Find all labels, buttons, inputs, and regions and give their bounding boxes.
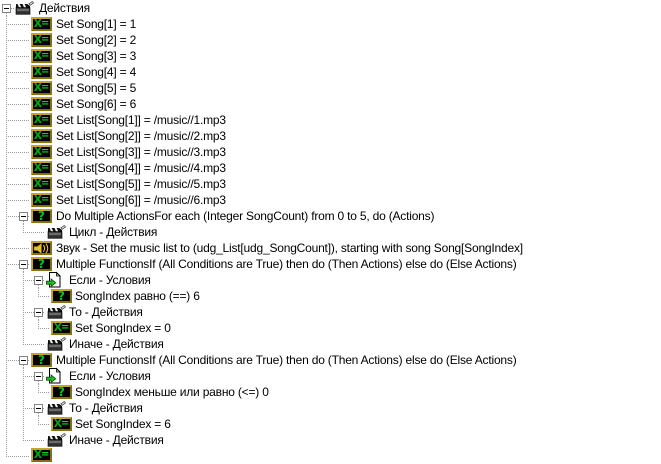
minus-glyph — [21, 264, 26, 265]
tree-connector-line — [23, 312, 24, 320]
set-variable-icon[interactable]: X = — [51, 417, 72, 431]
tree-connector-line — [6, 264, 7, 272]
set-variable-icon[interactable]: X = — [31, 33, 52, 47]
tree-connector-line — [23, 288, 24, 304]
sound-icon[interactable] — [31, 241, 52, 255]
tree-connector-line — [6, 48, 7, 56]
tree-row — [0, 16, 661, 32]
tree-connector-line — [38, 328, 50, 329]
condition-icon[interactable]: ? — [51, 289, 72, 303]
tree-expand-toggle[interactable] — [19, 212, 28, 221]
tree-item-label[interactable]: Иначе - Действия — [69, 337, 164, 351]
tree-row — [0, 64, 661, 80]
tree-connector-line — [6, 24, 7, 32]
tree-connector-line — [38, 424, 50, 425]
tree-row — [0, 256, 661, 272]
tree-connector-line — [23, 416, 24, 432]
tree-connector-line — [6, 200, 30, 201]
minus-glyph — [21, 216, 26, 217]
tree-connector-line — [6, 368, 7, 384]
set-variable-icon[interactable]: X = — [31, 193, 52, 207]
tree-item-label[interactable]: Set Song[3] = 3 — [56, 49, 137, 63]
minus-glyph — [36, 376, 41, 377]
tree-connector-line — [6, 456, 30, 457]
tree-connector-line — [38, 416, 39, 424]
tree-connector-line — [6, 16, 7, 24]
tree-item-label[interactable]: Set List[Song[6]] = /music//6.mp3 — [56, 193, 226, 207]
tree-item-label[interactable]: Set List[Song[1]] = /music//1.mp3 — [56, 113, 226, 127]
tree-connector-line — [6, 32, 7, 40]
set-variable-icon[interactable]: X = — [31, 161, 52, 175]
tree-row — [0, 112, 661, 128]
tree-item-label[interactable]: Set Song[2] = 2 — [56, 33, 137, 47]
tree-connector-line — [6, 432, 7, 448]
tree-item-label[interactable]: Set List[Song[5]] = /music//5.mp3 — [56, 177, 226, 191]
set-variable-icon[interactable]: X = — [31, 49, 52, 63]
tree-row — [0, 288, 661, 304]
tree-connector-line — [6, 384, 7, 400]
tree-connector-line — [6, 64, 7, 72]
actions-clapperboard-icon[interactable] — [46, 305, 67, 319]
tree-connector-line — [6, 96, 7, 104]
tree-connector-line — [23, 336, 24, 344]
tree-connector-line — [6, 304, 7, 320]
tree-row — [0, 336, 661, 352]
tree-item-label[interactable]: Иначе - Действия — [69, 433, 164, 447]
tree-connector-line — [38, 288, 39, 296]
tree-item-label[interactable]: Set Song[4] = 4 — [56, 65, 137, 79]
tree-row — [0, 208, 661, 224]
tree-row — [0, 160, 661, 176]
multiple-actions-icon[interactable]: ? — [31, 209, 52, 223]
tree-row — [0, 320, 661, 336]
tree-connector-line — [23, 384, 24, 400]
tree-connector-line — [6, 40, 30, 41]
tree-connector-line — [38, 392, 50, 393]
tree-connector-line — [23, 400, 24, 408]
tree-expand-toggle[interactable] — [34, 404, 43, 413]
tree-item-label[interactable]: Set Song[6] = 6 — [56, 97, 137, 111]
actions-clapperboard-icon[interactable] — [46, 433, 67, 447]
tree-item-label[interactable]: То - Действия — [69, 401, 143, 415]
tree-connector-line — [6, 72, 7, 80]
tree-connector-line — [6, 112, 7, 120]
tree-expand-toggle[interactable] — [19, 260, 28, 269]
tree-connector-line — [6, 448, 7, 456]
tree-item-label[interactable]: Set SongIndex = 0 — [75, 321, 171, 335]
tree-connector-line — [6, 104, 30, 105]
tree-item-label[interactable]: Set List[Song[2]] = /music//2.mp3 — [56, 129, 226, 143]
tree-item-label[interactable]: Set Song[5] = 5 — [56, 81, 137, 95]
tree-connector-line — [6, 136, 30, 137]
tree-item-label[interactable]: Цикл - Действия — [69, 225, 158, 239]
tree-connector-line — [6, 88, 30, 89]
actions-clapperboard-icon[interactable] — [46, 401, 67, 415]
tree-connector-line — [6, 184, 7, 192]
tree-connector-line — [6, 248, 30, 249]
tree-connector-line — [6, 168, 7, 176]
tree-connector-line — [6, 80, 7, 88]
tree-connector-line — [6, 416, 7, 432]
tree-row — [0, 400, 661, 416]
tree-connector-line — [6, 152, 30, 153]
minus-glyph — [36, 312, 41, 313]
tree-connector-line — [23, 408, 24, 416]
tree-item-label[interactable]: Set List[Song[4]] = /music//4.mp3 — [56, 161, 226, 175]
tree-connector-line — [23, 320, 24, 336]
tree-row — [0, 240, 661, 256]
tree-row — [0, 432, 661, 448]
minus-glyph — [36, 408, 41, 409]
minus-glyph — [21, 360, 26, 361]
tree-row — [0, 352, 661, 368]
tree-row — [0, 368, 661, 384]
if-conditions-icon[interactable] — [46, 368, 61, 384]
tree-connector-line — [6, 88, 7, 96]
tree-connector-line — [6, 104, 7, 112]
tree-row — [0, 144, 661, 160]
tree-item-label[interactable]: Set Song[1] = 1 — [56, 17, 137, 31]
tree-connector-line — [23, 304, 24, 312]
tree-connector-line — [6, 360, 7, 368]
minus-glyph — [36, 280, 41, 281]
tree-item-label[interactable]: Set SongIndex = 6 — [75, 417, 171, 431]
set-variable-icon[interactable]: X = — [51, 321, 72, 335]
tree-connector-line — [6, 400, 7, 416]
tree-connector-line — [23, 344, 45, 345]
tree-item-label[interactable]: Если - Условия — [69, 369, 151, 383]
tree-connector-line — [6, 240, 7, 248]
tree-connector-line — [6, 224, 7, 240]
set-variable-icon[interactable]: X = — [31, 113, 52, 127]
tree-connector-line — [23, 368, 24, 376]
tree-connector-line — [38, 296, 50, 297]
tree-connector-line — [6, 216, 7, 224]
tree-row — [0, 128, 661, 144]
tree-connector-line — [6, 56, 7, 64]
tree-item-label[interactable]: Действия — [39, 1, 90, 15]
actions-clapperboard-icon[interactable] — [14, 1, 35, 15]
tree-connector-line — [6, 248, 7, 256]
tree-item-label[interactable]: Если - Условия — [69, 273, 151, 287]
minus-glyph — [4, 8, 9, 9]
tree-connector-line — [6, 272, 7, 288]
tree-connector-line — [23, 376, 24, 384]
set-variable-icon[interactable]: X = — [31, 97, 52, 111]
tree-row — [0, 416, 661, 432]
tree-connector-line — [23, 232, 45, 233]
tree-connector-line — [6, 200, 7, 208]
set-variable-icon[interactable]: X = — [31, 81, 52, 95]
tree-item-label[interactable]: То - Действия — [69, 305, 143, 319]
if-conditions-icon[interactable] — [46, 272, 61, 288]
tree-row — [0, 0, 661, 16]
tree-expand-toggle[interactable] — [34, 276, 43, 285]
tree-connector-line — [23, 440, 45, 441]
tree-connector-line — [6, 72, 30, 73]
tree-connector-line — [6, 152, 7, 160]
tree-item-label[interactable]: Set List[Song[3]] = /music//3.mp3 — [56, 145, 226, 159]
tree-row — [0, 32, 661, 48]
tree-connector-line — [6, 168, 30, 169]
multiple-functions-icon[interactable]: ? — [31, 257, 52, 271]
tree-row — [0, 80, 661, 96]
tree-row — [0, 384, 661, 400]
condition-icon[interactable]: ? — [51, 385, 72, 399]
actions-clapperboard-icon[interactable] — [46, 337, 67, 351]
tree-connector-line — [6, 184, 30, 185]
tree-item-label[interactable]: SongIndex меньше или равно (<=) 0 — [75, 385, 269, 399]
tree-item-label[interactable]: SongIndex равно (==) 6 — [75, 289, 200, 303]
tree-connector-line — [6, 136, 7, 144]
tree-connector-line — [6, 288, 7, 304]
tree-row — [0, 192, 661, 208]
tree-item-label[interactable]: Multiple FunctionsIf (All Conditions are True) then do (Then Actions) else do (Else Actions) — [56, 257, 517, 271]
tree-connector-line — [23, 272, 24, 280]
tree-connector-line — [6, 120, 30, 121]
set-variable-icon[interactable]: X = — [31, 448, 52, 462]
tree-connector-line — [23, 224, 24, 232]
actions-clapperboard-icon[interactable] — [46, 225, 67, 239]
tree-connector-line — [6, 176, 7, 184]
tree-connector-line — [6, 352, 7, 360]
tree-connector-line — [23, 432, 24, 440]
tree-expand-toggle[interactable] — [34, 372, 43, 381]
tree-connector-line — [6, 320, 7, 336]
tree-row — [0, 272, 661, 288]
tree-expand-toggle[interactable] — [2, 4, 11, 13]
tree-connector-line — [6, 336, 7, 352]
tree-connector-line — [6, 128, 7, 136]
tree-row — [0, 448, 661, 464]
tree-connector-line — [6, 120, 7, 128]
tree-connector-line — [23, 280, 24, 288]
tree-connector-line — [6, 24, 30, 25]
tree-expand-toggle[interactable] — [19, 356, 28, 365]
tree-connector-line — [6, 192, 7, 200]
multiple-functions-icon[interactable]: ? — [31, 353, 52, 367]
tree-row — [0, 48, 661, 64]
set-variable-icon[interactable]: X = — [31, 177, 52, 191]
tree-connector-line — [6, 256, 7, 264]
tree-expand-toggle[interactable] — [34, 308, 43, 317]
tree-connector-line — [38, 320, 39, 328]
tree-connector-line — [6, 160, 7, 168]
set-variable-icon[interactable]: X = — [31, 129, 52, 143]
tree-row — [0, 304, 661, 320]
tree-connector-line — [6, 40, 7, 48]
set-variable-icon[interactable]: X = — [31, 17, 52, 31]
tree-connector-line — [38, 384, 39, 392]
tree-row — [0, 96, 661, 112]
tree-item-label[interactable]: Звук - Set the music list to (udg_List[udg_SongCount]), starting with song Song[SongIndex] — [56, 241, 523, 255]
tree-row — [0, 176, 661, 192]
tree-connector-line — [6, 208, 7, 216]
tree-item-label[interactable]: Multiple FunctionsIf (All Conditions are True) then do (Then Actions) else do (Else Actions) — [56, 353, 517, 367]
set-variable-icon[interactable]: X = — [31, 65, 52, 79]
tree-row — [0, 224, 661, 240]
tree-item-label[interactable]: Do Multiple ActionsFor each (Integer SongCount) from 0 to 5, do (Actions) — [56, 209, 435, 223]
tree-connector-line — [6, 144, 7, 152]
tree-connector-line — [6, 56, 30, 57]
set-variable-icon[interactable]: X = — [31, 145, 52, 159]
